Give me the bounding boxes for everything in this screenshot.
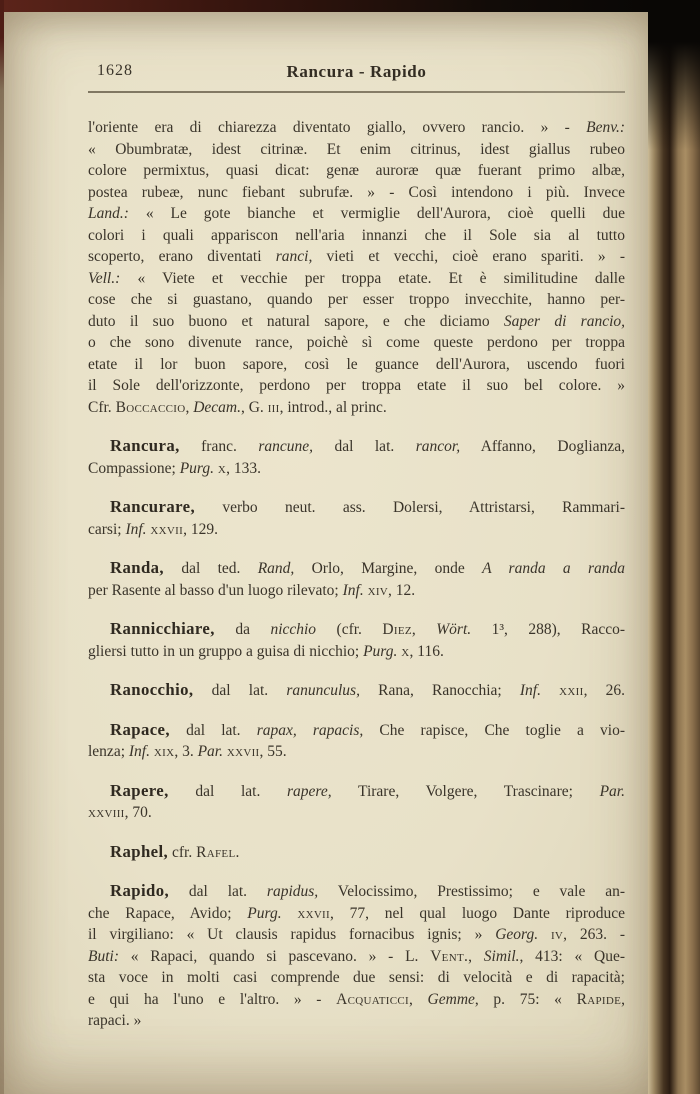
smallcaps-text: xxvii bbox=[297, 904, 330, 922]
smallcaps-text: x bbox=[217, 459, 227, 477]
text-run: dal lat. bbox=[313, 438, 416, 455]
headword: Randa, bbox=[110, 558, 165, 577]
entry-rancura bbox=[88, 435, 625, 479]
text-line bbox=[88, 780, 625, 803]
text-line bbox=[88, 1010, 625, 1032]
text-run: , 12. bbox=[388, 581, 416, 599]
text-run: , 129. bbox=[183, 520, 218, 538]
text-line bbox=[88, 802, 625, 824]
text-run: il Sole dell'orizzonte, perdono per troppa etate il suo bel colore. » bbox=[88, 377, 625, 394]
entry-randa bbox=[88, 557, 625, 601]
text-line bbox=[88, 182, 625, 204]
smallcaps-text: xxii bbox=[559, 682, 584, 699]
text-run: Tirare, Volgere, Trascinare; bbox=[331, 782, 600, 800]
text-run: , bbox=[468, 947, 484, 965]
text-run: , 133. bbox=[226, 459, 262, 477]
headword: Rancurare, bbox=[110, 497, 196, 516]
italic-text: Inf. bbox=[519, 682, 541, 699]
smallcaps-text: xxvii bbox=[226, 743, 260, 760]
text-line bbox=[88, 618, 625, 641]
text-run: , 26. bbox=[583, 682, 625, 699]
smallcaps-text: xiv bbox=[367, 581, 389, 599]
text-run: il virgiliano: « Ut clausis rapidus fornacibus ignis; » bbox=[88, 926, 496, 943]
text-run bbox=[282, 905, 298, 922]
text-run: o che sono divenute rance, poichè sì come queste perdono per troppa bbox=[88, 334, 625, 351]
text-line bbox=[88, 841, 625, 864]
text-run: Affanno, Doglianza, bbox=[460, 438, 625, 455]
text-run: che Rapace, Avido; bbox=[88, 904, 248, 922]
text-line bbox=[88, 641, 625, 663]
paragraph-rancio-continuation bbox=[88, 117, 625, 418]
text-run: da bbox=[214, 621, 271, 638]
headword: Rancura, bbox=[110, 436, 180, 455]
text-line bbox=[88, 903, 625, 925]
text-line bbox=[88, 458, 625, 480]
text-line bbox=[88, 311, 625, 333]
italic-text: Land.: bbox=[88, 205, 129, 222]
smallcaps-text: iv bbox=[550, 926, 564, 943]
smallcaps-text: iii bbox=[267, 398, 280, 416]
italic-text: Wört. bbox=[436, 621, 472, 638]
text-line bbox=[88, 989, 625, 1011]
text-run: , introd., al princ. bbox=[279, 398, 387, 416]
text-run: « Rapaci, quando si pascevano. » - L. bbox=[119, 947, 431, 965]
italic-text: Vell.: bbox=[88, 269, 121, 287]
text-line bbox=[88, 225, 625, 247]
text-run: Velocissimo, Prestissimo; e vale an- bbox=[318, 883, 625, 900]
text-run: colore permixtus, quasi dicat: genæ auroræ quæ fuerant primo albæ, bbox=[88, 162, 625, 179]
text-run: sta voce in molti casi comprende due sensi: di velocità e di rapacità; bbox=[88, 969, 625, 986]
italic-text: Buti: bbox=[88, 947, 119, 965]
text-run: postea rubeæ, nunc fiebant subrufæ. » - Così intendono i più. Invece bbox=[88, 183, 625, 201]
text-line bbox=[88, 354, 625, 376]
italic-text: nicchio bbox=[270, 621, 317, 638]
entry-rancurare bbox=[88, 496, 625, 540]
text-run: Rana, Ranocchia; bbox=[359, 682, 520, 699]
text-run: Compassione; bbox=[88, 459, 180, 477]
text-run: 1³, 288), Racco- bbox=[471, 621, 626, 638]
text-line bbox=[88, 679, 625, 702]
header-rule bbox=[88, 91, 625, 93]
text-run: dal lat. bbox=[193, 682, 287, 699]
text-run: per Rasente al basso d'un luogo rilevato; bbox=[88, 581, 343, 599]
text-run: etate il lor buon sapore, così le guance dell'Aurora, uscendo fuori bbox=[88, 355, 625, 373]
text-line bbox=[88, 880, 625, 903]
italic-text: Par. bbox=[599, 782, 625, 800]
entry-rapace bbox=[88, 719, 625, 763]
italic-text: ranci, bbox=[275, 248, 313, 265]
headword: Rapace, bbox=[110, 719, 170, 739]
italic-text: Gemme bbox=[427, 990, 475, 1008]
smallcaps-text: xxvii bbox=[150, 520, 184, 538]
text-run: Che rapisce, Che toglie a vio- bbox=[363, 721, 625, 739]
text-run: verbo neut. ass. Dolersi, Attristarsi, Rammari- bbox=[195, 499, 625, 516]
text-run: dal ted. bbox=[164, 560, 258, 577]
text-line bbox=[88, 397, 625, 419]
book-edge-top-shadow bbox=[648, 0, 700, 150]
text-run: « Obumbratæ, idest citrinæ. Et enim citrinus, idest giallus rubeo bbox=[88, 140, 625, 158]
text-run: , 70. bbox=[124, 804, 152, 821]
scan-top-band bbox=[0, 0, 700, 12]
text-run: cfr. bbox=[168, 843, 197, 861]
smallcaps-text: x bbox=[401, 642, 410, 660]
text-run: , bbox=[621, 990, 625, 1008]
text-run: Orlo, Margine, onde bbox=[294, 560, 483, 577]
italic-text: A randa a randa bbox=[482, 560, 625, 577]
text-run: vieti et vecchi, cioè erano spariti. » - bbox=[312, 248, 625, 265]
text-line bbox=[88, 741, 625, 763]
text-run: « Viete et vecchie per troppa etate. Et è similitudine dalle bbox=[120, 269, 625, 287]
entry-rannicchiare bbox=[88, 618, 625, 662]
text-run: , bbox=[411, 621, 437, 638]
text-line bbox=[88, 375, 625, 397]
page-number: 1628 bbox=[97, 62, 133, 79]
text-line bbox=[88, 203, 625, 225]
italic-text: Georg. bbox=[495, 926, 539, 943]
text-run: scoperto, erano diventati bbox=[88, 248, 276, 265]
text-run bbox=[541, 682, 559, 699]
italic-text: Inf. bbox=[128, 743, 150, 760]
text-line bbox=[88, 268, 625, 290]
text-run: dal lat. bbox=[169, 721, 257, 739]
page-header bbox=[0, 62, 648, 84]
text-line bbox=[88, 519, 625, 541]
entry-ranocchio bbox=[88, 679, 625, 702]
italic-text: rapidus, bbox=[266, 883, 319, 900]
text-run: cose che si guastano, quando per esser troppo invecchite, hanno per- bbox=[88, 291, 625, 308]
text-run: (cfr. bbox=[316, 621, 383, 638]
entry-rapido bbox=[88, 880, 625, 1032]
text-run: l'oriente era di chiarezza diventato giallo, ovvero rancio. » - bbox=[88, 119, 587, 136]
text-line bbox=[88, 435, 625, 458]
headword: Ranocchio, bbox=[110, 680, 194, 699]
smallcaps-text: Vent. bbox=[430, 947, 469, 965]
text-run: gliersi tutto in un gruppo a guisa di nicchio; bbox=[88, 642, 364, 660]
text-run: , bbox=[185, 398, 194, 416]
entry-raphel bbox=[88, 841, 625, 864]
headword: Raphel, bbox=[110, 841, 169, 861]
italic-text: Inf. bbox=[342, 581, 364, 599]
text-line bbox=[88, 496, 625, 519]
text-run: , 413: « Que- bbox=[519, 947, 625, 965]
text-run: dal lat. bbox=[169, 883, 267, 900]
text-run: franc. bbox=[179, 438, 259, 455]
text-run: dal lat. bbox=[168, 782, 288, 800]
text-line bbox=[88, 946, 625, 968]
text-line bbox=[88, 924, 625, 946]
text-block bbox=[88, 117, 625, 1032]
italic-text: Purg. bbox=[179, 459, 215, 477]
italic-text: rapere, bbox=[287, 782, 332, 800]
italic-text: rapax, rapacis, bbox=[256, 721, 364, 739]
italic-text: rancune, bbox=[258, 438, 313, 455]
text-run: , G. bbox=[240, 398, 268, 416]
text-run: duto il suo buono et natural sapore, e che diciamo bbox=[88, 312, 504, 330]
headword: Rapere, bbox=[110, 780, 169, 800]
text-line bbox=[88, 557, 625, 580]
italic-text: rancor, bbox=[415, 438, 461, 455]
headword: Rannicchiare, bbox=[110, 619, 215, 638]
italic-text: Rand, bbox=[257, 560, 295, 577]
italic-text: Decam. bbox=[193, 398, 241, 416]
text-run: colori i quali appariscon nell'aria innanzi che il Sole sia al tutto bbox=[88, 226, 625, 244]
text-run: carsi; bbox=[88, 520, 126, 538]
text-line bbox=[88, 332, 625, 354]
running-header: Rancura - Rapido bbox=[286, 62, 427, 81]
smallcaps-text: Boccaccio bbox=[115, 398, 186, 416]
text-line bbox=[88, 139, 625, 161]
italic-text: Inf. bbox=[125, 520, 147, 538]
book-pages-edge bbox=[648, 0, 700, 1094]
smallcaps-text: Rapide bbox=[576, 990, 622, 1008]
headword: Rapido, bbox=[110, 881, 170, 900]
text-run: « Le gote bianche et vermiglie dell'Aurora, cioè quelli due bbox=[128, 205, 625, 222]
smallcaps-text: xxviii bbox=[88, 804, 125, 821]
text-line bbox=[88, 719, 625, 742]
italic-text: Saper di rancio, bbox=[503, 312, 626, 330]
italic-text: Purg. bbox=[247, 904, 282, 922]
smallcaps-text: Diez bbox=[382, 621, 412, 638]
italic-text: ranunculus, bbox=[286, 682, 360, 699]
text-run: , bbox=[409, 990, 428, 1008]
italic-text: Benv.: bbox=[586, 119, 625, 136]
text-run bbox=[538, 926, 551, 943]
smallcaps-text: xix bbox=[153, 743, 175, 760]
text-run: e qui ha l'uno e l'altro. » - bbox=[88, 990, 337, 1008]
italic-text: Simil. bbox=[483, 947, 520, 965]
italic-text: Par. bbox=[197, 743, 223, 760]
text-run: rapaci. » bbox=[88, 1012, 142, 1029]
text-run: , 3. bbox=[174, 743, 198, 760]
text-run: . bbox=[235, 843, 240, 861]
text-run: , p. 75: « bbox=[474, 990, 577, 1008]
text-line bbox=[88, 967, 625, 989]
italic-text: Purg. bbox=[363, 642, 398, 660]
text-line bbox=[88, 117, 625, 139]
entry-rapere bbox=[88, 780, 625, 824]
text-line bbox=[88, 160, 625, 182]
text-line bbox=[88, 246, 625, 268]
text-run: Cfr. bbox=[88, 398, 116, 416]
text-run: , 77, nel qual luogo Dante riproduce bbox=[330, 904, 626, 922]
text-run: , 116. bbox=[409, 642, 444, 660]
text-line bbox=[88, 289, 625, 311]
smallcaps-text: Acquaticci bbox=[336, 990, 409, 1008]
text-run: lenza; bbox=[88, 743, 129, 760]
text-run: , 55. bbox=[259, 743, 287, 760]
scan-left-edge bbox=[0, 0, 4, 1094]
text-run: , 263. - bbox=[563, 926, 626, 943]
book-page-paper bbox=[0, 12, 648, 1094]
smallcaps-text: Rafel bbox=[196, 843, 236, 861]
text-line bbox=[88, 580, 625, 602]
